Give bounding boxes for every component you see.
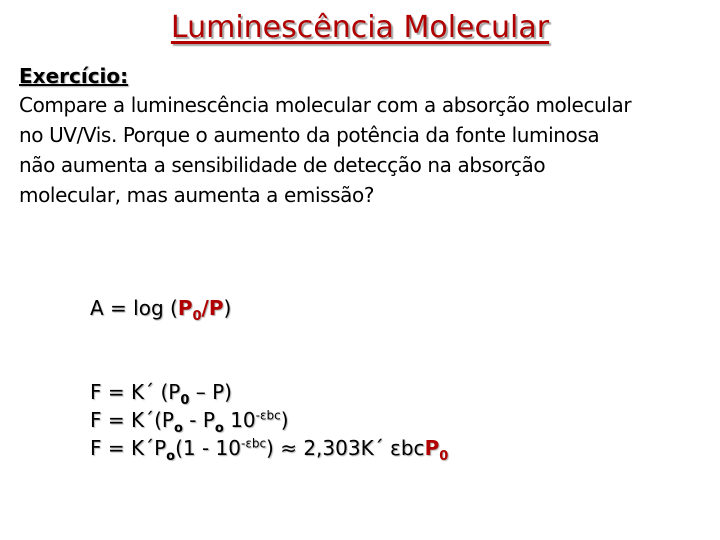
- question-line: molecular, mas aumenta a emissão?: [19, 183, 375, 207]
- formula-subscript: o: [214, 421, 224, 436]
- formula-subscript: 0: [180, 393, 190, 408]
- formula-text: 10: [223, 408, 256, 432]
- formula-subscript: o: [173, 421, 183, 436]
- formula-superscript: -εbc: [255, 408, 281, 423]
- formula-subscript: 0: [439, 449, 449, 464]
- formula-p: P: [208, 296, 224, 320]
- formula-text: F = K´P: [90, 436, 167, 460]
- exercise-label: Exercício:: [19, 64, 129, 88]
- formula-text: - P: [182, 408, 215, 432]
- formula-text: (1 - 10: [175, 436, 242, 460]
- formula-text: F = K´ (P: [90, 380, 181, 404]
- page-title: Luminescência Molecular: [170, 10, 550, 45]
- formula-subscript: 0: [192, 309, 202, 324]
- fluorescence-formula-2: [90, 408, 289, 436]
- exercise-question: [19, 90, 709, 210]
- formula-text: ): [280, 408, 289, 432]
- question-line: no UV/Vis. Porque o aumento da potência da fonte luminosa: [19, 123, 600, 147]
- formula-text: ): [223, 296, 232, 320]
- question-line: Compare a luminescência molecular com a absorção molecular: [19, 93, 632, 117]
- formula-p0: P: [424, 436, 440, 460]
- formula-text: – P): [189, 380, 232, 404]
- formula-text: ) ≈ 2,303K´ εbc: [266, 436, 425, 460]
- formula-text: F = K´(P: [90, 408, 174, 432]
- formula-p0: P: [177, 296, 193, 320]
- formula-text: A = log (: [90, 296, 178, 320]
- absorbance-formula: [90, 296, 231, 324]
- fluorescence-formula-1: [90, 380, 232, 408]
- question-line: não aumenta a sensibilidade de detecção na absorção: [19, 153, 546, 177]
- fluorescence-formula-3: [90, 436, 448, 464]
- formula-slash: /: [201, 296, 209, 320]
- formula-superscript: -εbc: [241, 436, 267, 451]
- formula-subscript: o: [166, 449, 176, 464]
